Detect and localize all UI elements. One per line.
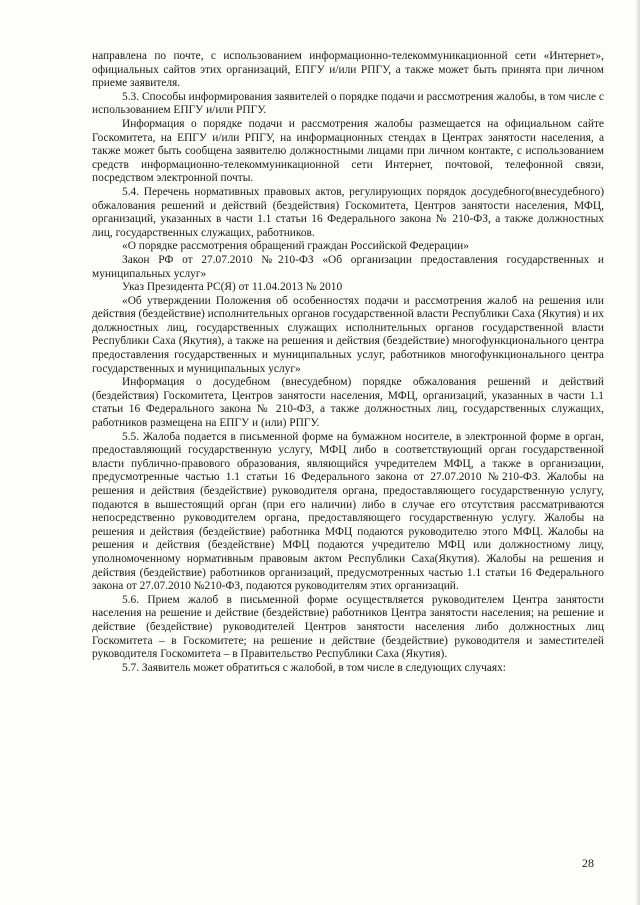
paragraph-pretrial-info: Информация о досудебном (внесудебном) порядке обжалования решений и действий (бездействия) Госкомитета, Центров занятости населения, МФЦ, организаций, указанных в части 1.1 статьи 16 Федерального закона № 210-ФЗ, а также должностных лиц, государственных служащих, работников размещена на ЕПГУ и (или) РПГУ.: [92, 376, 604, 430]
page-edge-shadow: [636, 0, 640, 905]
paragraph-5-5: 5.5. Жалоба подается в письменной форме на бумажном носителе, в электронной форме в орган, предоставляющий государственную услугу, МФЦ либо в соответствующий орган государственной власти публично-правового образования, являющийся учредителем МФЦ, а также в организации, предусмотренные частью 1.1 статьи 16 Федерального закона от 27.07.2010 №210-ФЗ. Жалобы на решения и действия (бездействие) руководителя органа, предоставляющего государственную услугу, подаются в вышестоящий орган (при его наличии) либо в случае его отсутствия рассматриваются непосредственно руководителем органа, предоставляющего государственную услугу. Жалобы на решения и действия (бездействие) работника МФЦ подаются руководителю этого МФЦ. Жалобы на решения и действия (бездействие) МФЦ подаются учредителю МФЦ или должностному лицу, уполномоченному нормативным правовым актом Республики Саха(Якутия). Жалобы на решения и действия (бездействие) работников организаций, предусмотренных частью 1.1 статьи 16 Федерального закона от 27.07.2010 №210-ФЗ, подаются руководителям этих организаций.: [92, 430, 604, 593]
paragraph-5-3-heading: 5.3. Способы информирования заявителей о порядке подачи и рассмотрения жалобы, в том числе с использованием ЕПГУ и/или РПГУ.: [92, 90, 604, 117]
paragraph-5-4-heading: 5.4. Перечень нормативных правовых актов, регулирующих порядок досудебного(внесудебного) обжалования решений и действий (бездействия) Госкомитета, Центров занятости населения, МФЦ, организаций, указанных в части 1.1 статьи 16 Федерального закона № 210-ФЗ, а также должностных лиц, государственных служащих, работников.: [92, 185, 604, 239]
paragraph-decree: Указ Президента РС(Я) от 11.04.2013 № 2010: [122, 281, 343, 294]
paragraph-law-citizens: «О порядке рассмотрения обращений граждан Российской Федерации»: [122, 240, 469, 253]
paragraph-law-210: Закон РФ от 27.07.2010 №210-ФЗ «Об организации предоставления государственных и муниципальных услуг»: [92, 253, 604, 280]
paragraph-decree-title: «Об утверждении Положения об особенностях подачи и рассмотрения жалоб на решения или действия (бездействие) исполнительных органов государственной власти Республики Саха (Якутия) и их должностных лиц, государственных служащих исполнительных органов государственной власти Республики Саха (Якутия), а также на решения и действия (бездействие) многофункционального центра предоставления государственных и муниципальных услуг, работников многофункционального центра государственных и муниципальных услуг»: [92, 294, 604, 375]
paragraph-5-6: 5.6. Прием жалоб в письменной форме осуществляется руководителем Центра занятости населения на решение и действие (бездействие) работников Центра занятости населения; на решение и действие (бездействие) руководителей Центров занятости населения либо должностных лиц Госкомитета – в Госкомитете; на решение и действие (бездействие) руководителя и заместителей руководителя Госкомитета – в Правительство Республики Саха (Якутия).: [92, 593, 604, 661]
page-number: 28: [582, 856, 594, 870]
paragraph-1: направлена по почте, с использованием информационно-телекоммуникационной сети «Интернет», официальных сайтов этих организаций, ЕПГУ и/или РПГУ, а также может быть принята при личном приеме заявителя.: [92, 50, 604, 90]
document-body: [92, 50, 604, 675]
paragraph-5-7: 5.7. Заявитель может обратиться с жалобой, в том числе в следующих случаях:: [122, 661, 506, 674]
paragraph-info-order: Информация о порядке подачи и рассмотрения жалобы размещается на официальном сайте Госкомитета, на ЕПГУ и/или РПГУ, на информационных стендах в Центрах занятости населения, а также может быть сообщена заявителю должностными лицами при личном контакте, с использованием средств информационно-телекоммуникационной сети Интернет, почтовой, телефонной связи, посредством электронной почты.: [92, 117, 604, 185]
